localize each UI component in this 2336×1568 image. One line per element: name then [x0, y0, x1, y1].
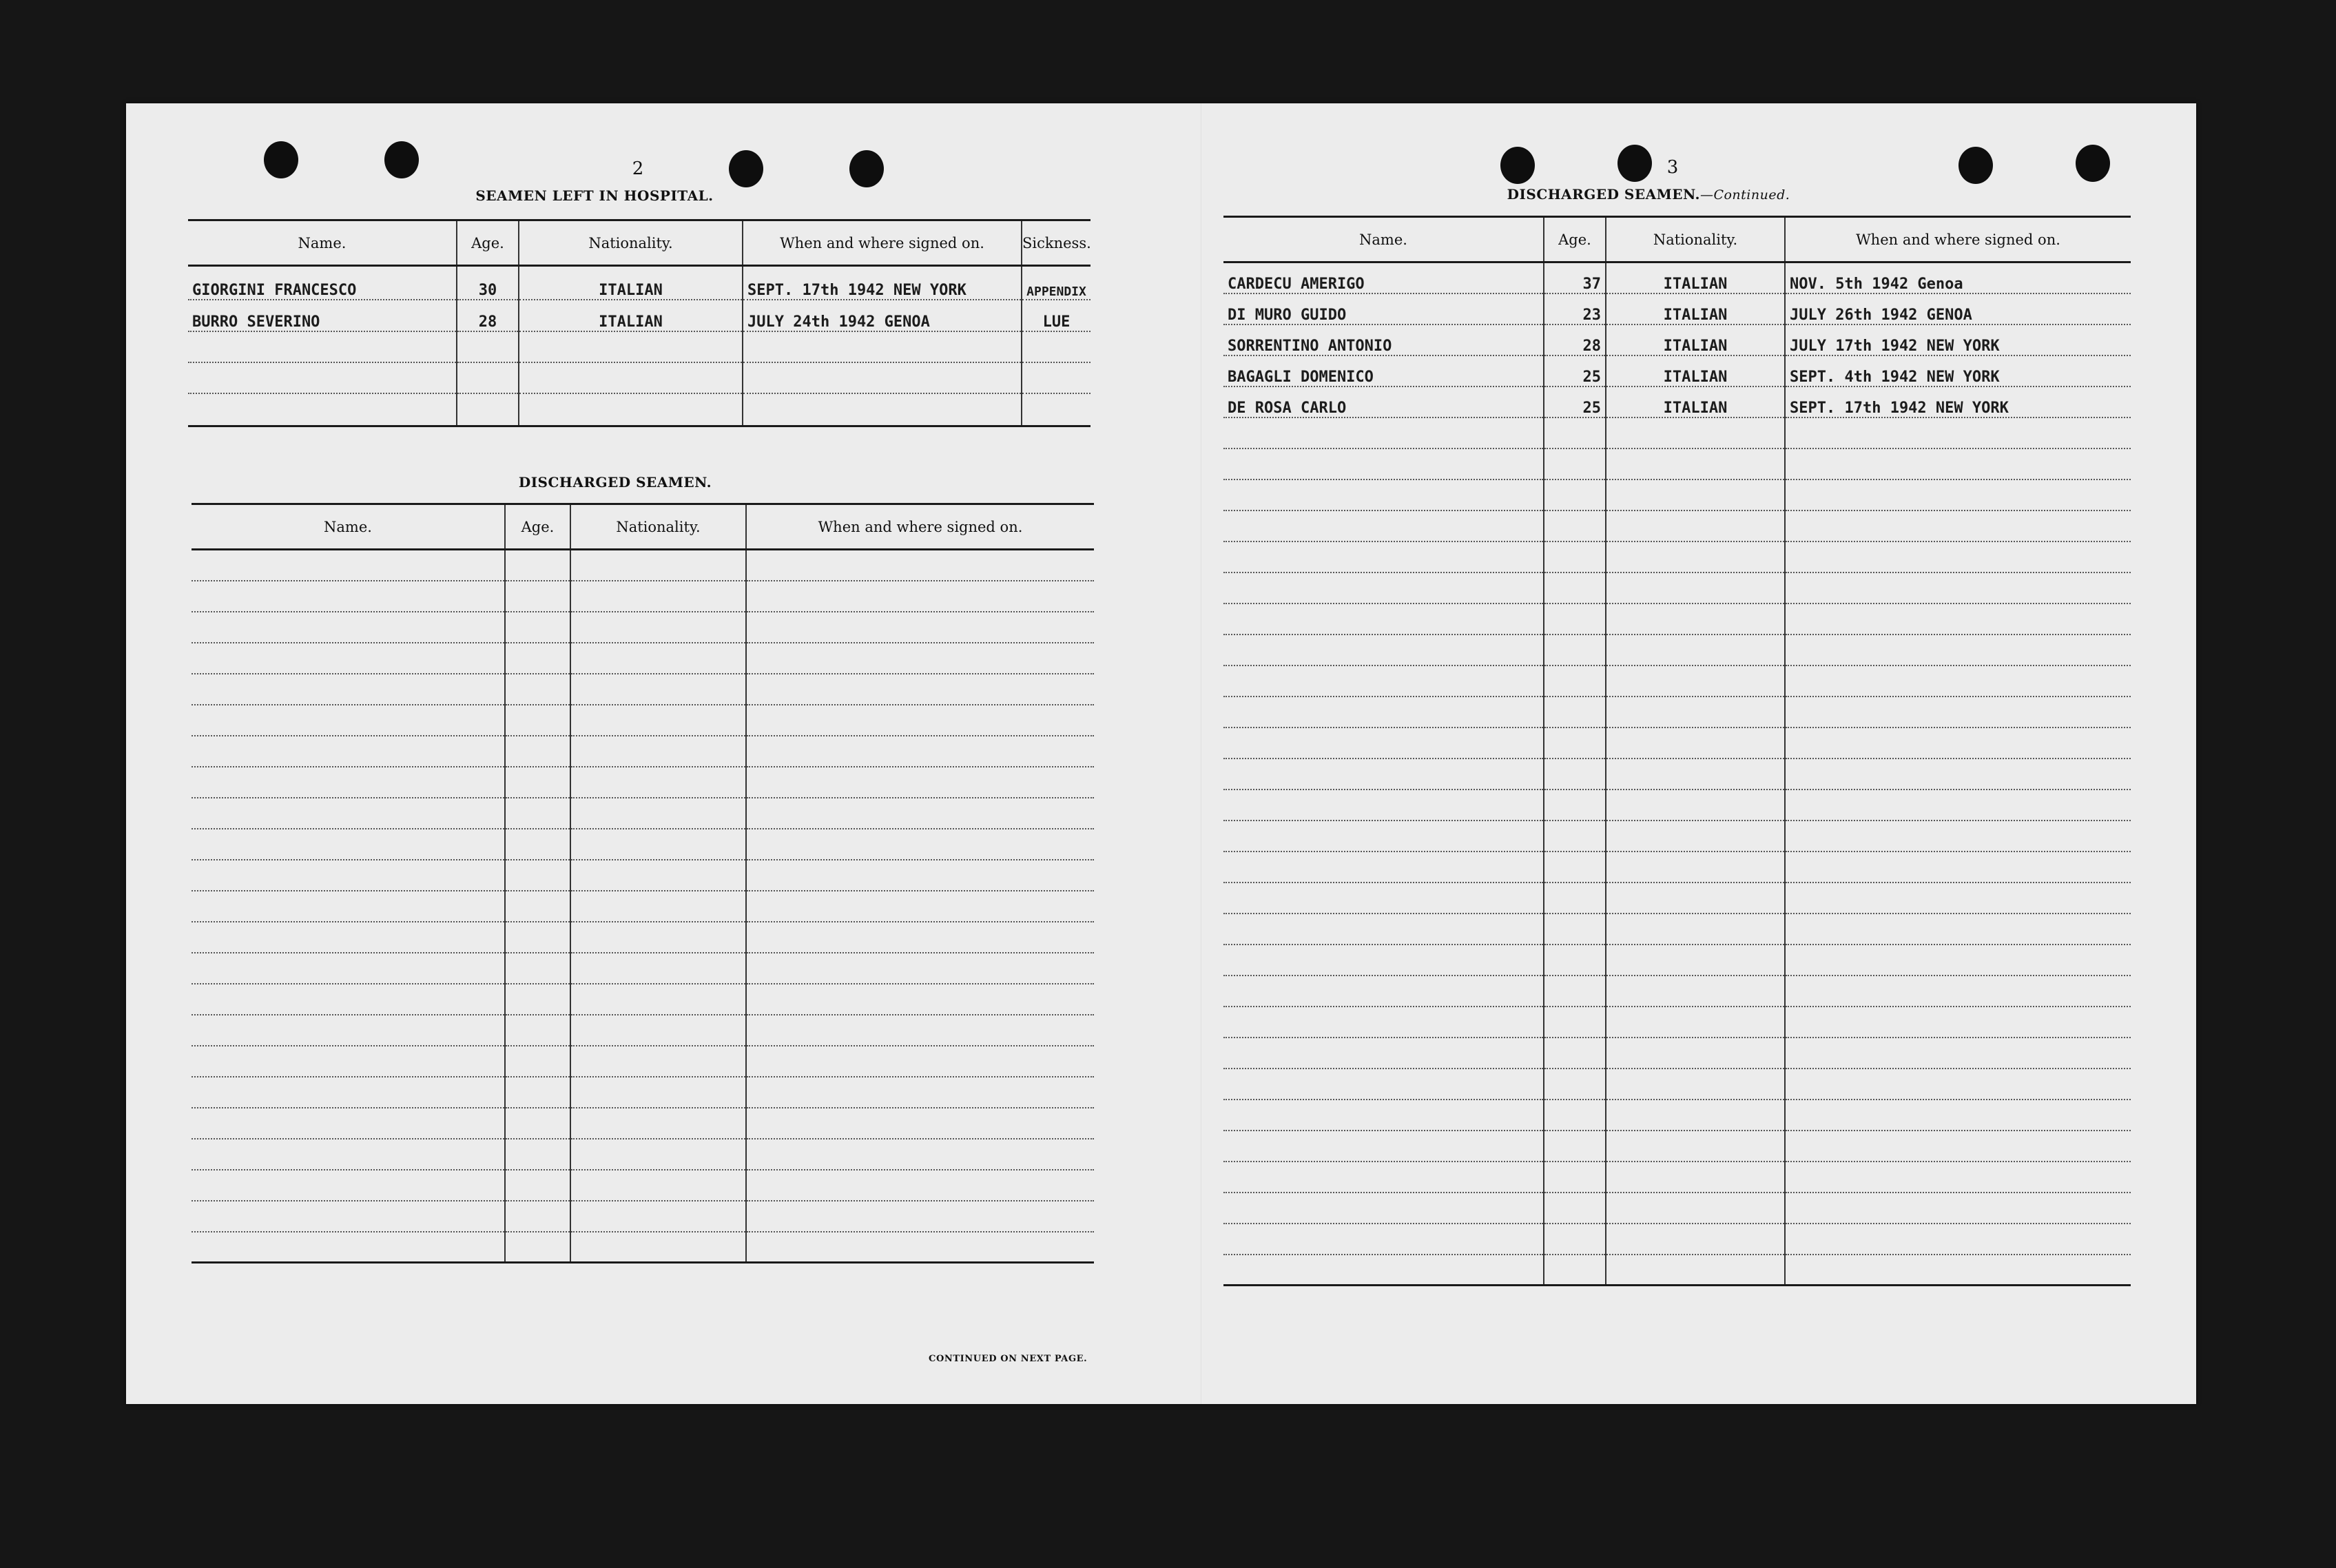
- cell-nationality: ITALIAN: [1606, 324, 1785, 355]
- blank-row: [1223, 1224, 2131, 1255]
- blank-row: [1223, 883, 2131, 914]
- blank-row: [1223, 1100, 2131, 1131]
- blank-row: [1223, 914, 2131, 945]
- blank-row: [192, 550, 1094, 581]
- cell-age: 25: [1544, 386, 1606, 417]
- col-header-sickness: Sickness.: [1022, 220, 1091, 266]
- cell-name: SORRENTINO ANTONIO: [1223, 324, 1544, 355]
- cell-age: 28: [457, 300, 519, 331]
- hospital-section-title: SEAMEN LEFT IN HOSPITAL.: [475, 187, 714, 204]
- hospital-table: [188, 219, 1091, 427]
- page-number-right: 3: [1666, 157, 1679, 178]
- blank-row: [192, 829, 1094, 860]
- cell-sickness: APPENDIX: [1022, 266, 1091, 300]
- blank-row: [192, 1108, 1094, 1139]
- punch-hole: [1958, 147, 1993, 184]
- cell-signed-on: SEPT. 4th 1942 NEW YORK: [1785, 355, 2131, 386]
- cell-age: 28: [1544, 324, 1606, 355]
- cell-nationality: ITALIAN: [1606, 386, 1785, 417]
- blank-row: [192, 643, 1094, 674]
- blank-row: [1223, 697, 2131, 728]
- blank-row: [1223, 1193, 2131, 1224]
- blank-row: [1223, 759, 2131, 790]
- table-row: [1223, 262, 2131, 293]
- blank-row: [192, 581, 1094, 612]
- blank-row: [1223, 821, 2131, 852]
- blank-row: [192, 736, 1094, 767]
- col-header-name: Name.: [1223, 217, 1544, 262]
- punch-hole: [1500, 147, 1535, 184]
- col-header-name: Name.: [188, 220, 457, 266]
- blank-row: [1223, 790, 2131, 821]
- blank-row: [1223, 1255, 2131, 1286]
- cell-nationality: ITALIAN: [519, 300, 743, 331]
- blank-row: [1223, 1162, 2131, 1193]
- ledger-sheet: [126, 103, 2196, 1404]
- blank-row: [192, 1139, 1094, 1170]
- blank-row: [192, 705, 1094, 736]
- blank-row: [1223, 1038, 2131, 1069]
- punch-hole: [729, 150, 763, 187]
- table-row: [188, 331, 1091, 362]
- blank-row: [192, 1201, 1094, 1232]
- blank-row: [1223, 448, 2131, 479]
- blank-row: [1223, 1131, 2131, 1162]
- cell-age: 30: [457, 266, 519, 300]
- cell-age: 37: [1544, 262, 1606, 293]
- col-header-nationality: Nationality.: [570, 504, 746, 550]
- blank-row: [192, 767, 1094, 798]
- discharged-section-title-right: [1490, 186, 1807, 203]
- blank-row: [1223, 945, 2131, 976]
- cell-nationality: ITALIAN: [1606, 355, 1785, 386]
- col-header-signed-on: When and where signed on.: [743, 220, 1022, 266]
- cell-nationality: ITALIAN: [1606, 262, 1785, 293]
- blank-row: [192, 891, 1094, 922]
- col-header-name: Name.: [192, 504, 505, 550]
- col-header-nationality: Nationality.: [519, 220, 743, 266]
- blank-row: [1223, 479, 2131, 510]
- blank-row: [1223, 417, 2131, 448]
- blank-row: [1223, 541, 2131, 572]
- cell-name: DE ROSA CARLO: [1223, 386, 1544, 417]
- cell-signed-on: JULY 26th 1942 GENOA: [1785, 293, 2131, 324]
- col-header-age: Age.: [457, 220, 519, 266]
- cell-name: BURRO SEVERINO: [188, 300, 457, 331]
- blank-row: [1223, 666, 2131, 697]
- col-header-age: Age.: [1544, 217, 1606, 262]
- blank-row: [1223, 1069, 2131, 1100]
- discharged-section-title-left: DISCHARGED SEAMEN.: [518, 474, 712, 491]
- blank-row: [1223, 728, 2131, 759]
- discharged-table-right: [1223, 216, 2131, 1286]
- cell-name: BAGAGLI DOMENICO: [1223, 355, 1544, 386]
- cell-signed-on: SEPT. 17th 1942 NEW YORK: [743, 266, 1022, 300]
- cell-signed-on: NOV. 5th 1942 Genoa: [1785, 262, 2131, 293]
- blank-row: [192, 922, 1094, 953]
- blank-row: [192, 1077, 1094, 1108]
- blank-row: [192, 798, 1094, 829]
- cell-sickness: LUE: [1022, 300, 1091, 331]
- cell-name: GIORGINI FRANCESCO: [188, 266, 457, 300]
- discharged-table-left: [192, 503, 1094, 1263]
- col-header-age: Age.: [505, 504, 570, 550]
- punch-hole: [264, 141, 298, 178]
- cell-nationality: ITALIAN: [1606, 293, 1785, 324]
- table-row: [1223, 355, 2131, 386]
- table-row: [188, 393, 1091, 426]
- cell-signed-on: JULY 24th 1942 GENOA: [743, 300, 1022, 331]
- table-row: [188, 300, 1091, 331]
- col-header-signed-on: When and where signed on.: [1785, 217, 2131, 262]
- col-header-nationality: Nationality.: [1606, 217, 1785, 262]
- blank-row: [192, 953, 1094, 984]
- blank-row: [192, 860, 1094, 891]
- table-row: [1223, 293, 2131, 324]
- col-header-signed-on: When and where signed on.: [746, 504, 1094, 550]
- blank-row: [1223, 852, 2131, 883]
- page-number-left: 2: [632, 158, 644, 179]
- blank-row: [192, 984, 1094, 1015]
- table-row: [1223, 386, 2131, 417]
- blank-row: [192, 1232, 1094, 1263]
- blank-row: [1223, 604, 2131, 635]
- punch-hole: [2076, 145, 2110, 182]
- cell-signed-on: JULY 17th 1942 NEW YORK: [1785, 324, 2131, 355]
- cell-name: CARDECU AMERIGO: [1223, 262, 1544, 293]
- section-title-text: DISCHARGED SEAMEN.: [1507, 186, 1700, 203]
- cell-name: DI MURO GUIDO: [1223, 293, 1544, 324]
- table-row: [1223, 324, 2131, 355]
- section-title-suffix: —Continued.: [1699, 187, 1790, 203]
- cell-signed-on: SEPT. 17th 1942 NEW YORK: [1785, 386, 2131, 417]
- blank-row: [192, 1015, 1094, 1046]
- cell-age: 23: [1544, 293, 1606, 324]
- continued-note: CONTINUED ON NEXT PAGE.: [929, 1354, 1088, 1364]
- blank-row: [192, 1046, 1094, 1077]
- blank-row: [1223, 572, 2131, 604]
- blank-row: [192, 1170, 1094, 1201]
- blank-row: [1223, 510, 2131, 541]
- table-row: [188, 266, 1091, 300]
- blank-row: [1223, 635, 2131, 666]
- blank-row: [192, 674, 1094, 705]
- blank-row: [1223, 976, 2131, 1007]
- punch-hole: [1617, 145, 1652, 182]
- table-row: [188, 362, 1091, 393]
- blank-row: [1223, 1007, 2131, 1038]
- punch-hole: [849, 150, 884, 187]
- blank-row: [192, 612, 1094, 643]
- page-fold: [1201, 103, 1202, 1404]
- cell-nationality: ITALIAN: [519, 266, 743, 300]
- punch-hole: [384, 141, 419, 178]
- cell-age: 25: [1544, 355, 1606, 386]
